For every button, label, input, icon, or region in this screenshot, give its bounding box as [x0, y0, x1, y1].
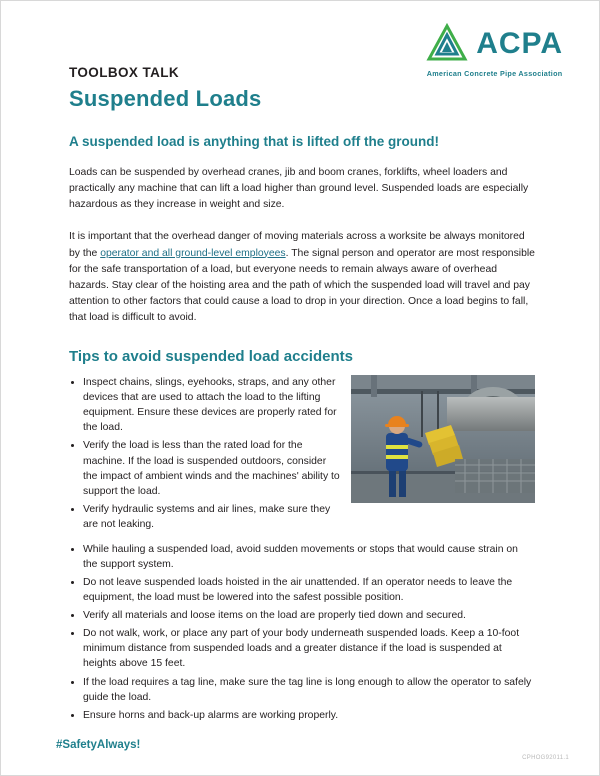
document-content — [69, 1, 535, 726]
paragraph-2-lead: It is important that the overhead danger of moving materials across a worksite be always monitored by the — [69, 231, 525, 259]
tips-top-block — [69, 375, 535, 532]
list-item: Inspect chains, slings, eyehooks, straps, and any other devices that are used to attach the load to the lifting equipment. Ensure these devices are properly rated for the load. — [69, 375, 341, 435]
tips-list-wide — [69, 542, 535, 723]
list-item: Do not walk, work, or place any part of your body underneath suspended loads. Keep a 10-foot minimum distance from suspended loads and a greater distance if the load is suspended at heights above 15 feet. — [69, 626, 535, 671]
page-title: Suspended Loads — [69, 86, 262, 111]
intro-paragraph-2 — [69, 229, 535, 326]
list-item: If the load requires a tag line, make sure the tag line is long enough to allow the operator to safely guide the load. — [69, 675, 535, 705]
list-item: Verify the load is less than the rated load for the machine. If the load is suspended outdoors, consider the impact of ambient winds and the machines' ability to support the load. — [69, 438, 341, 498]
paragraph-2-tail: . The signal person and operator are most responsible for the safe transportation of a load, but everyone needs to remain always aware of overhead hazards. Stay clear of the hoisting area and the path of which the suspended load will travel and pay attention to other factors that could cause a load to drop in your direction. Once a load begins to fall, that load is difficult to avoid. — [69, 247, 535, 323]
list-item: Ensure horns and back-up alarms are working properly. — [69, 708, 535, 723]
jobsite-photo — [351, 375, 535, 503]
logo-subtext: American Concrete Pipe Association — [426, 69, 563, 78]
toolbox-talk-kicker: TOOLBOX TALK — [69, 65, 180, 80]
list-item: Verify hydraulic systems and air lines, make sure they are not leaking. — [69, 502, 341, 532]
safety-hashtag: #SafetyAlways! — [56, 739, 141, 751]
intro-paragraph-1: Loads can be suspended by overhead cranes, jib and boom cranes, forklifts, wheel loaders and practically any machine that can lift a load higher than ground level. Suspended loads are especially hazardous as they increase in weight and size. — [69, 167, 529, 211]
list-item: While hauling a suspended load, avoid sudden movements or stops that would cause strain on the support system. — [69, 542, 535, 572]
list-item: Verify all materials and loose items on the load are properly tied down and secured. — [69, 608, 535, 623]
intro-subtitle: A suspended load is anything that is lifted off the ground! — [69, 134, 439, 149]
document-code: CPHOG92011.1 — [522, 755, 569, 761]
list-item: Do not leave suspended loads hoisted in the air unattended. If an operator needs to leave the equipment, the load must be lowered into the safest possible position. — [69, 575, 535, 605]
operator-employees-link[interactable]: operator and all ground-level employees — [100, 247, 286, 259]
tips-heading: Tips to avoid suspended load accidents — [69, 348, 353, 366]
logo-wordmark: ACPA — [476, 27, 563, 60]
